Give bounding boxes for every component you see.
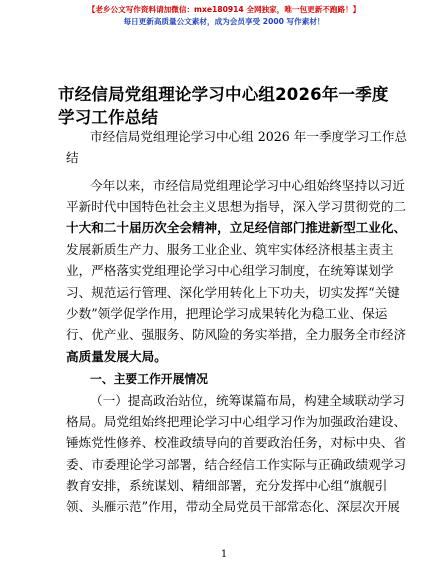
section-paragraph-line: 格局。局党组始终把理论学习中心组学习作为加强政治建设、 xyxy=(66,414,407,429)
promo-banner xyxy=(0,4,448,28)
subtitle-line: 结 xyxy=(66,150,79,165)
intro-paragraph-line: 少数”领学促学作用，把理论学习成果转化为稳工业、保运 xyxy=(66,306,388,321)
intro-paragraph-line: 平新时代中国特色社会主义思想为指导，深入学习贯彻党的二 xyxy=(66,199,407,214)
section-paragraph-line: 锤炼党性修养、校准政绩导向的首要政治任务，对标中央、省 xyxy=(66,435,407,450)
intro-paragraph-line: 今年以来，市经信局党组理论学习中心组始终坚持以习近 xyxy=(90,178,405,193)
subtitle-line: 市经信局党组理论学习中心组 2026 年一季度学习工作总 xyxy=(90,129,408,144)
section-paragraph-line: 委、市委理论学习部署，结合经信工作实际与正确政绩观学习 xyxy=(66,457,407,472)
document-title: 市经信局党组理论学习中心组2026年一季度学习工作总结 xyxy=(58,85,389,127)
intro-paragraph-line: 习、规范运行管理、深化学用转化上下功夫，切实发挥“关键 xyxy=(66,285,400,300)
section-heading: 一、主要工作开展情况 xyxy=(90,372,208,386)
intro-paragraph-line: 高质量发展大局。 xyxy=(66,349,167,364)
intro-paragraph-line: 行、优产业、强服务、防风险的务实举措，全力服务全市经济 xyxy=(66,327,407,342)
section-paragraph-line: 领、头雁示范”作用，带动全局党员干部常态化、深层次开展 xyxy=(66,499,400,514)
intro-paragraph-line: 十大和二十届历次全会精神，立足经信部门推进新型工业化、 xyxy=(66,220,407,235)
intro-paragraph-line: 发展新质生产力、服务工业企业、筑牢实体经济根基主责主 xyxy=(66,242,394,257)
section-paragraph-line: （一）提高政治站位，统筹谋篇布局，构建全域联动学习 xyxy=(90,393,405,408)
page-number: 1 xyxy=(220,549,228,560)
promo-banner-line-2: 每日更新高质量公文素材，成为会员享受 2000 写作素材！ xyxy=(123,17,325,26)
promo-banner-line-1: 【老乡公文写作资料请加微信：mxe180914 全网独家，唯一包更新不跑路！】 xyxy=(87,5,361,14)
section-paragraph-line: 教育安排，系统谋划、精细部署，充分发挥中心组“旗舰引 xyxy=(66,478,388,493)
intro-paragraph-line: 业，严格落实党组理论学习中心组学习制度，在统筹谋划学 xyxy=(66,263,394,278)
